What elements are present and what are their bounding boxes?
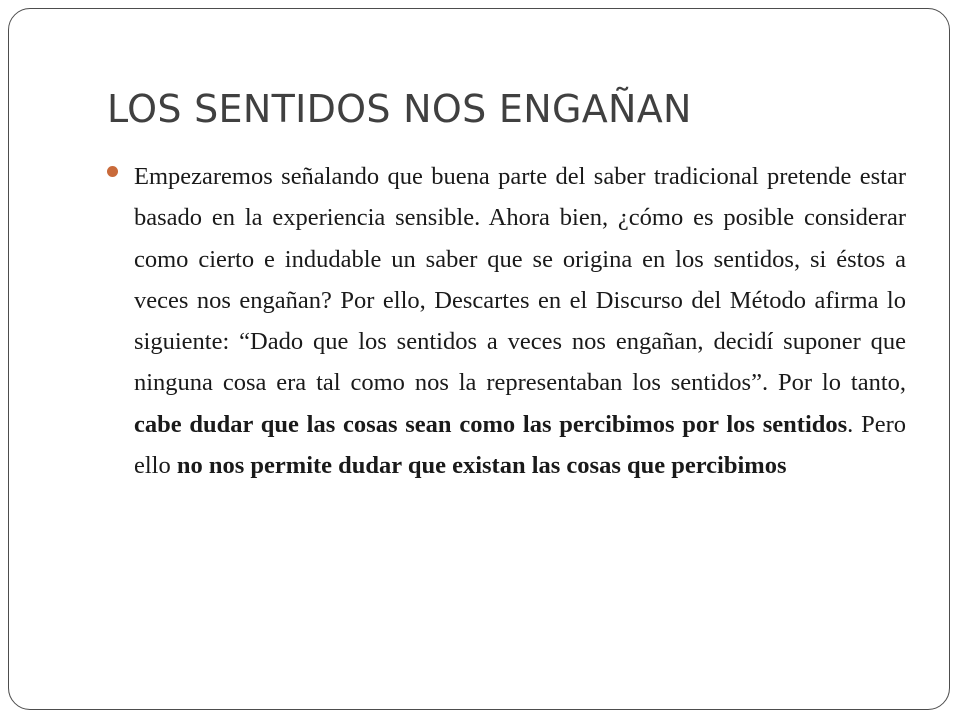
paragraph-bold-text: no nos permite dudar que existan las cosas que percibimos <box>176 452 787 480</box>
paragraph-text: Empezaremos señalando que buena parte del saber tradicional pretende estar basado en la experiencia sensible. Ahora bien, ¿cómo es posible considerar como cierto e indudable un saber que se origina en los sentidos, si éstos a veces nos engañan? Por ello, Descartes en el Discurso del Método afirma lo siguiente: “Dado que los sentidos a veces nos engañan, decidí suponer que ninguna cosa era tal como nos la representaban los sentidos”. Por lo tanto, <box>134 163 906 397</box>
slide-title: LOS SENTIDOS NOS ENGAÑAN <box>107 87 692 131</box>
bullet-paragraph <box>134 156 906 486</box>
bullet-point-icon <box>107 166 118 177</box>
paragraph-text: . Pero ello <box>134 410 906 480</box>
paragraph-bold-text: cabe dudar que las cosas sean como las percibimos por los sentidos <box>134 410 848 438</box>
